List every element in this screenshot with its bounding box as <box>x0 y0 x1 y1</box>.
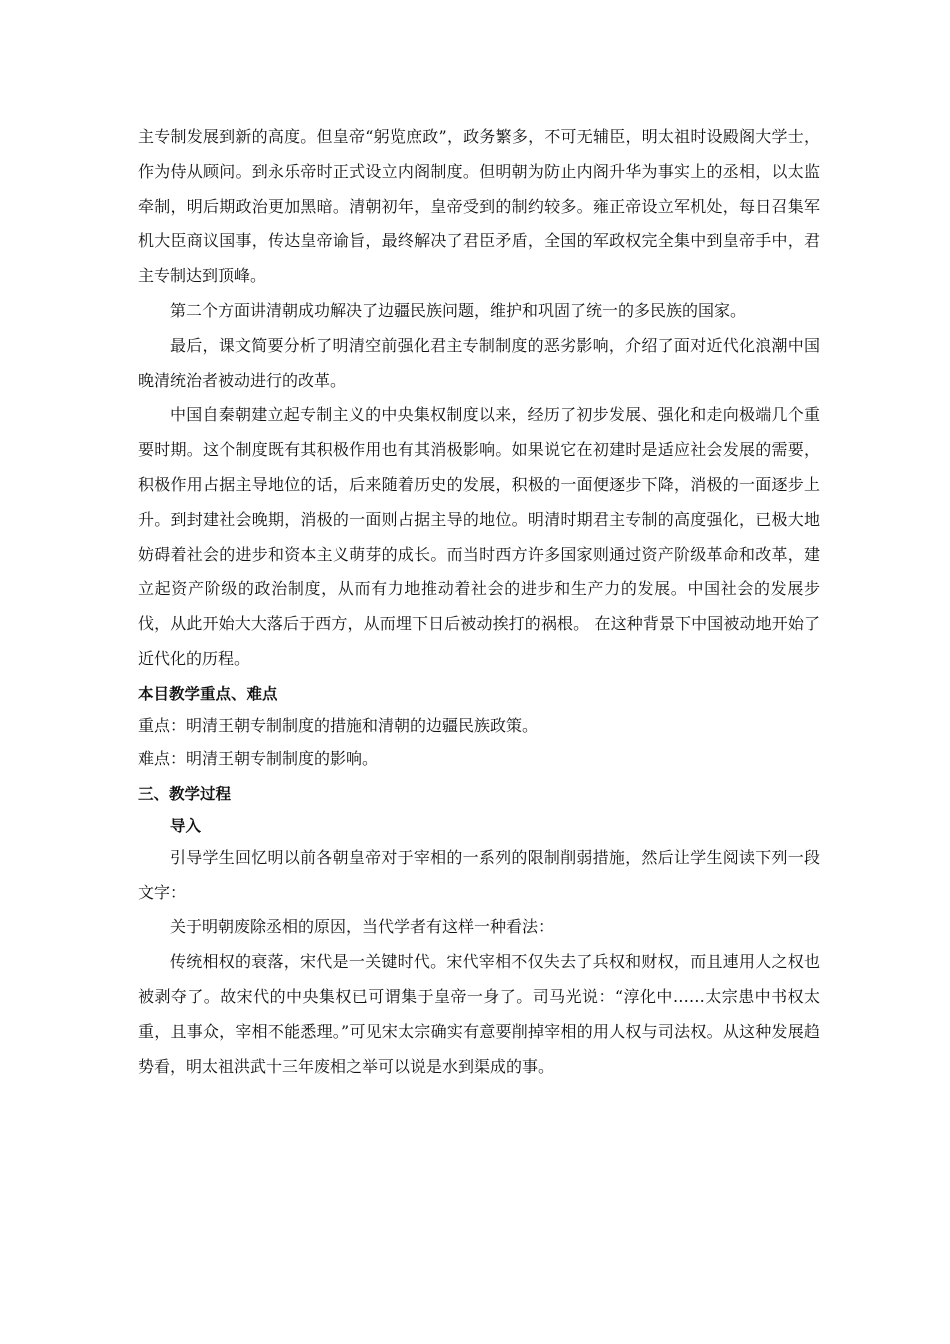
key-point-line: 重点：明清王朝专制制度的措施和清朝的边疆民族政策。 <box>138 715 539 735</box>
paragraph-quoted-passage: 传统相权的衰落，宋代是一关键时代。宋代宰相不仅失去了兵权和财权，而且連用人之权也被剥夺了。故宋代的中央集权已可谓集于皇帝一身了。司马光说：“淳化中……太宗患中书权太重，且事众，宰相不能悉理。”可见宋太宗确实有意要削掉宰相的用人权与司法权。从这种发展趋势看，明太祖洪武十三年废相之举可以说是水到渠成的事。 <box>138 952 820 1076</box>
document-body <box>138 120 820 1084</box>
paragraph-impact-summary: 最后，课文简要分析了明清空前强化君主专制制度的恶劣影响，介绍了面对近代化浪潮中国晚清统治者被动进行的改革。 <box>138 335 820 390</box>
paragraph-centralization-analysis: 中国自秦朝建立起专制主义的中央集权制度以来，经历了初步发展、强化和走向极端几个重要时期。这个制度既有其积极作用也有其消极影响。如果说它在初建时是适应社会发展的需要，积极作用占据主导地位的话，后来随着历史的发展，积极的一面便逐步下降，消极的一面逐步上升。到封建社会晚期，消极的一面则占据主导的地位。明清时期君主专制的高度强化，已极大地妨碍着社会的进步和资本主义萌芽的成长。而当时西方许多国家则通过资产阶级革命和改革，建立起资产阶级的政治制度，从而有力地推动着社会的进步和生产力的发展。中国社会的发展步伐，从此开始大大落后于西方，从而埋下日后被动挨打的祸根。 在这种背景下中国被动地开始了近代化的历程。 <box>138 405 820 668</box>
paragraph-intro-guidance: 引导学生回忆明以前各朝皇帝对于宰相的一系列的限制削弱措施，然后让学生阅读下列一段文字： <box>138 847 820 902</box>
difficult-point-line: 难点：明清王朝专制制度的影响。 <box>138 748 379 768</box>
paragraph-qing-frontier: 第二个方面讲清朝成功解决了边疆民族问题，维护和巩固了统一的多民族的国家。 <box>170 300 747 320</box>
heading-key-points: 本目教学重点、难点 <box>138 684 278 703</box>
paragraph-autocracy-development: 主专制发展到新的高度。但皇帝“躬览庶政”，政务繁多，不可无辅臣，明太祖时设殿阁大学士，作为侍从顾问。到永乐帝时正式设立内阁制度。但明朝为防止内阁升华为事实上的丞相，以太监牵制，明后期政治更加黑暗。清朝初年，皇帝受到的制约较多。雍正帝设立军机处，每日召集军机大臣商议国事，传达皇帝谕旨，最终解决了君臣矛盾，全国的军政权完全集中到皇帝手中，君主专制达到顶峰。 <box>138 127 820 286</box>
heading-introduction: 导入 <box>170 816 202 835</box>
heading-teaching-process: 三、教学过程 <box>138 784 232 803</box>
paragraph-scholar-view: 关于明朝废除丞相的原因，当代学者有这样一种看法： <box>170 917 555 937</box>
